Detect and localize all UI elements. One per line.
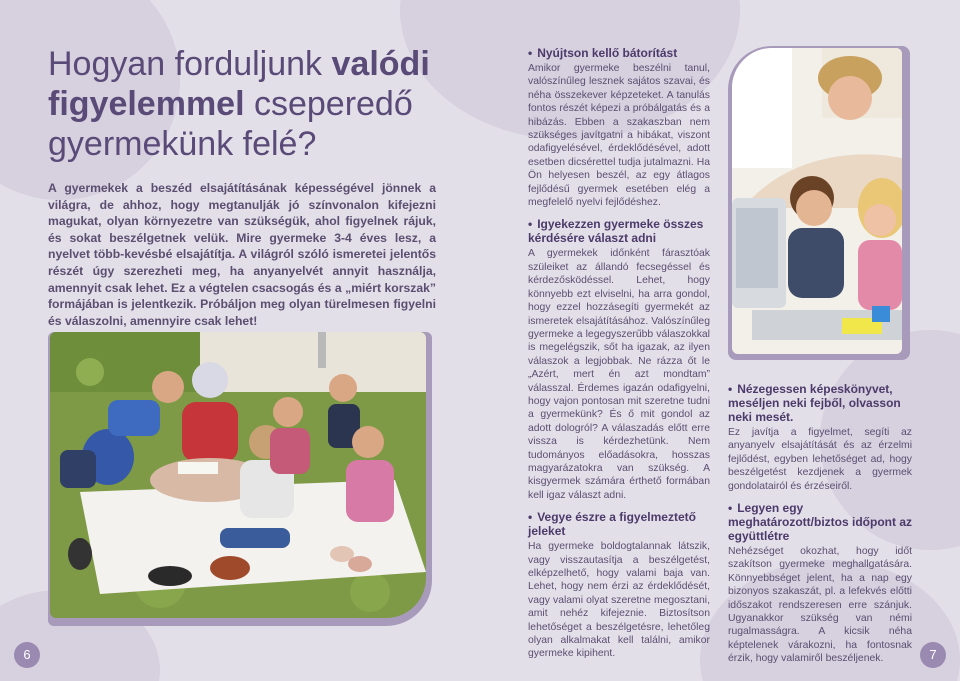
- section-heading: • Legyen egy meghatározott/biztos időpont az együttlétre: [728, 501, 912, 544]
- section-heading: • Igyekezzen gyermeke összes kérdésére választ adni: [528, 217, 704, 246]
- photo-children-reading-on-lawn: [50, 332, 426, 618]
- computer-class-illustration: [732, 48, 902, 354]
- section-text: Ez javítja a figyelmet, segíti az anyanyelv elsajátítását és az érzelmi fejlődést, egyben lehetőséget ad, hogy beszélgetést kezdjenek a gyermek gondolatairól és érzéseiről.: [728, 427, 912, 492]
- bullet-icon: •: [528, 217, 533, 232]
- page-title: Hogyan forduljunk valódi figyelemmel cseperedő gyermekünk felé?: [48, 45, 430, 163]
- section-warning-signs: [528, 510, 710, 661]
- photo-teacher-children-computer: [732, 48, 902, 354]
- lawn-reading-illustration: [50, 332, 426, 618]
- bullet-icon: •: [728, 382, 733, 396]
- section-text: A gyermekek időnként fárasztóak szüleiket az állandó fecsegéssel és kérdezősködéssel. Lehet, hogy könnyebb ezt elviselni, ha arra gondol, hogy ezzel hozzásegíti gyermekét az ismeretek elsajátításához. Valószínűleg gyermeke a legegyszerűbb válaszokkal is megelégszik, sőt ha igazak, az ilyen válaszok a legjobbak. Ne rázza őt le „Azért, mert én azt mondtam” válasszal. Érdemes igazán odafigyelni, hogy vajon pontosan mit szeretne tudni a gyermekünk? És ő mit gondol az adott dologról? A válaszadás előtt erre vissza is kérdezhetünk. Nem tudományos előadásokra, hosszas magyarázatokra van szükség. A kisgyermek számára érthető formában kell igaz választ adni.: [528, 248, 710, 501]
- section-fixed-time: [728, 501, 912, 666]
- bullet-icon: •: [528, 510, 533, 525]
- article-column-middle: [528, 46, 710, 669]
- section-picture-books: [728, 382, 912, 493]
- right-page: [480, 0, 960, 681]
- section-text: Nehézséget okozhat, hogy időt szakítson gyermeke meghallgatására. Könnyebbséget jelent, ha a nap egy bizonyos szakaszát, pl. a lefekvés előtti időszakot rendszeresen erre szánjuk. Ugyanakkor szükség van némi rugalmasságra. A kicsik néha képtelenek várakozni, ha fontosnak érzik, hogy valamiről beszéljenek.: [728, 546, 912, 665]
- section-text: Ha gyermeke boldogtalannak látszik, vagy visszautasítja a beszélgetést, elképzelhető, hogy valami baja van. Lehet, hogy nem érzi az érdeklődését, vagy valami olyat szeretne megosztani, amit nehéz kifejeznie. Biztosítson lehetőséget a beszélgetésre, lehetőleg olyan alkalmakat kell találni, amikor gyermeke kipihent.: [528, 541, 710, 660]
- bullet-icon: •: [728, 501, 733, 516]
- section-text: Amikor gyermeke beszélni tanul, valószínűleg lesznek sajátos szavai, és néha összekever képzeteket. A tanulás fontos részét képezi a próbálgatás és a hibázás. Ebben a szakaszban nem szükséges javítgatni a hibákat, viszont odafigyelésével, érdeklődésével, adott esetben dicsérettel tudja jutalmazni. Ha Ön helyesen beszél, az egy átlagos fejlődésű gyermek esetében elég a megfelelő nyelvi fejlődéshez.: [528, 63, 710, 209]
- section-heading: • Nyújtson kellő bátorítást: [528, 46, 678, 60]
- section-heading: • Nézegessen képeskönyvet, meséljen neki fejből, olvasson neki mesét.: [728, 382, 901, 424]
- page-number-left: 6: [14, 642, 40, 668]
- section-encouragement: [528, 46, 710, 209]
- page-number-right: 7: [920, 642, 946, 668]
- section-answer-questions: [528, 217, 710, 502]
- article-column-right: [728, 382, 912, 674]
- bullet-icon: •: [528, 46, 533, 60]
- section-heading: • Vegye észre a figyelmeztető jeleket: [528, 510, 696, 539]
- intro-paragraph: A gyermekek a beszéd elsajátításának képességével jönnek a világra, de ahhoz, hogy megtanulják jó színvonalon kifejezni magukat, olyan környezetre van szükségük, ahol figyelnek rájuk, és sokat beszélgetnek velük. Mire gyermeke 3-4 éves lesz, a nyelvet több-kevésbé elsajátítja. A világról szóló ismeretei jelentős részét úgy szerezheti meg, ha anyanyelvét annyit használja, amennyit csak lehet. Ez a végtelen csacsogás és a „miért korszak” formájában is jelentkezik. Próbáljon meg olyan türelmesen figyelni és válaszolni, amennyire csak lehet!: [48, 181, 436, 328]
